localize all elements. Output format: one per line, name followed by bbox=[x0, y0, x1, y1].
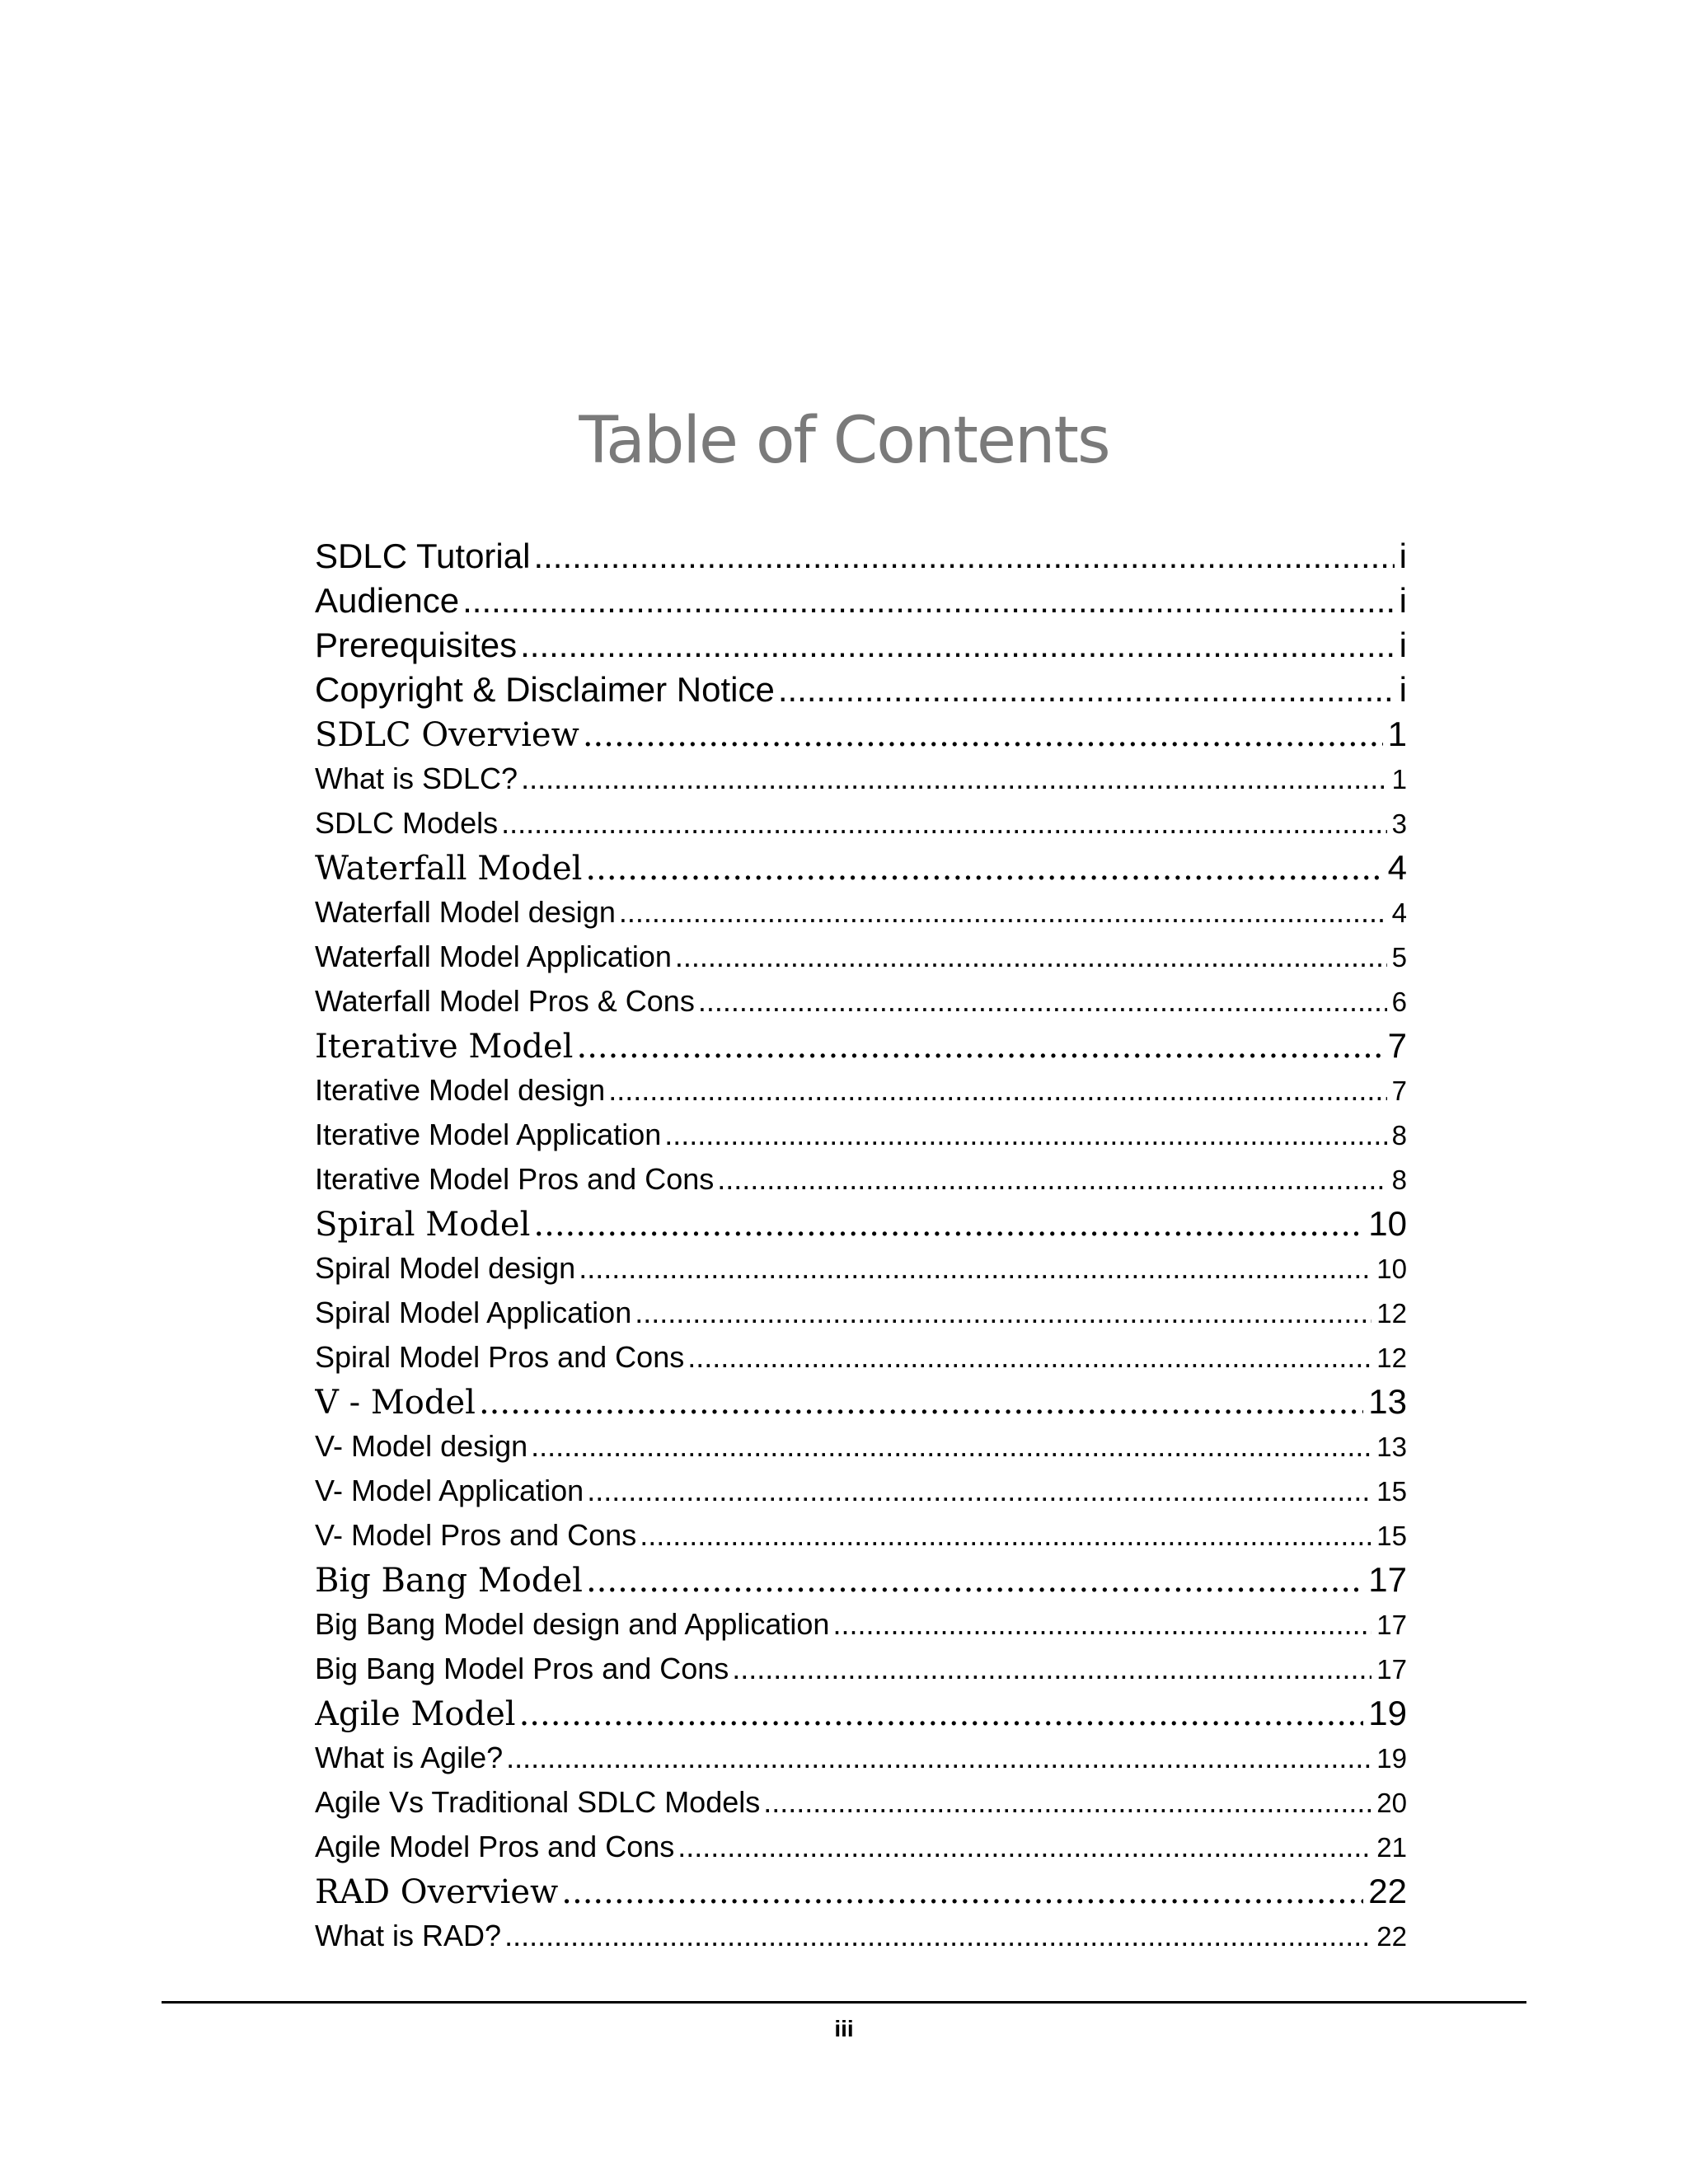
toc-entry-label: Spiral Model Pros and Cons bbox=[315, 1340, 685, 1374]
dot-leader bbox=[608, 1068, 1386, 1113]
toc-entry-section[interactable] bbox=[315, 1113, 1407, 1157]
toc-entry-section[interactable] bbox=[315, 1513, 1407, 1558]
toc-entry-label: Agile Model Pros and Cons bbox=[315, 1830, 675, 1863]
toc-entry-label: Waterfall Model Pros & Cons bbox=[315, 984, 695, 1018]
toc-entry-page-number: i bbox=[1399, 537, 1407, 575]
toc-entry-chapter[interactable] bbox=[315, 712, 1407, 757]
toc-entry-page-number: 10 bbox=[1376, 1254, 1407, 1284]
footer-divider bbox=[162, 2001, 1526, 2004]
toc-entry-label: Agile Vs Traditional SDLC Models bbox=[315, 1785, 761, 1819]
footer-page-number: iii bbox=[834, 2016, 854, 2041]
dot-leader bbox=[635, 1291, 1372, 1335]
dot-leader bbox=[585, 846, 1382, 890]
toc-entry-label: Big Bang Model bbox=[315, 1562, 583, 1600]
toc-entry-label: V - Model bbox=[315, 1384, 476, 1422]
dot-leader bbox=[732, 1647, 1372, 1691]
dot-leader bbox=[533, 534, 1394, 579]
toc-entry-chapter[interactable] bbox=[315, 1558, 1407, 1602]
toc-entry-page-number: 22 bbox=[1376, 1921, 1407, 1952]
toc-entry-label: V- Model Pros and Cons bbox=[315, 1518, 637, 1552]
dot-leader bbox=[778, 668, 1395, 712]
toc-entry-page-number: 17 bbox=[1368, 1560, 1407, 1599]
toc-entry-page-number: 8 bbox=[1391, 1120, 1407, 1151]
toc-entry-label: Agile Model bbox=[315, 1695, 516, 1733]
toc-entry-page-number: 17 bbox=[1376, 1610, 1407, 1640]
dot-leader bbox=[664, 1113, 1386, 1157]
dot-leader bbox=[586, 1558, 1363, 1602]
toc-entry-page-number: 22 bbox=[1368, 1872, 1407, 1910]
toc-entry-label: RAD Overview bbox=[315, 1873, 559, 1911]
toc-entry-page-number: 1 bbox=[1387, 715, 1407, 753]
dot-leader bbox=[561, 1870, 1363, 1914]
dot-leader bbox=[506, 1736, 1372, 1780]
toc-entry-label: Waterfall Model design bbox=[315, 895, 616, 929]
dot-leader bbox=[501, 801, 1387, 846]
toc-entry-label: Spiral Model Application bbox=[315, 1296, 632, 1329]
toc-entry-section[interactable] bbox=[315, 1246, 1407, 1291]
toc-entry-page-number: 12 bbox=[1376, 1298, 1407, 1329]
toc-entry-front[interactable] bbox=[315, 623, 1407, 668]
toc-entry-page-number: i bbox=[1399, 626, 1407, 664]
toc-entry-section[interactable] bbox=[315, 1424, 1407, 1469]
toc-entry-page-number: 10 bbox=[1368, 1204, 1407, 1243]
toc-entry-page-number: 19 bbox=[1376, 1743, 1407, 1774]
toc-entry-label: Big Bang Model Pros and Cons bbox=[315, 1652, 729, 1685]
toc-entry-section[interactable] bbox=[315, 1068, 1407, 1113]
toc-entry-page-number: i bbox=[1399, 670, 1407, 709]
dot-leader bbox=[678, 1825, 1372, 1869]
toc-entry-section[interactable] bbox=[315, 1469, 1407, 1513]
toc-entry-label: Prerequisites bbox=[315, 626, 518, 664]
toc-entry-page-number: 5 bbox=[1391, 942, 1407, 972]
toc-entry-front[interactable] bbox=[315, 534, 1407, 579]
dot-leader bbox=[675, 935, 1387, 979]
toc-entry-page-number: 12 bbox=[1376, 1343, 1407, 1373]
toc-entry-page-number: 20 bbox=[1376, 1788, 1407, 1818]
dot-leader bbox=[521, 757, 1387, 801]
page-title: Table of Contents bbox=[579, 404, 1109, 478]
toc-entry-page-number: 4 bbox=[1391, 898, 1407, 928]
dot-leader bbox=[583, 713, 1383, 757]
toc-entry-chapter[interactable] bbox=[315, 1202, 1407, 1246]
toc-entry-chapter[interactable] bbox=[315, 1691, 1407, 1736]
toc-entry-section[interactable] bbox=[315, 979, 1407, 1024]
toc-entry-page-number: 15 bbox=[1376, 1476, 1407, 1507]
toc-entry-page-number: 21 bbox=[1376, 1832, 1407, 1863]
toc-entry-label: SDLC Tutorial bbox=[315, 537, 531, 575]
dot-leader bbox=[533, 1202, 1363, 1246]
toc-entry-front[interactable] bbox=[315, 579, 1407, 623]
toc-entry-page-number: 8 bbox=[1391, 1165, 1407, 1195]
dot-leader bbox=[576, 1024, 1382, 1068]
toc-entry-section[interactable] bbox=[315, 890, 1407, 935]
dot-leader bbox=[640, 1513, 1372, 1558]
toc-entry-section[interactable] bbox=[315, 1157, 1407, 1202]
dot-leader bbox=[698, 979, 1387, 1024]
toc-entry-label: Copyright & Disclaimer Notice bbox=[315, 670, 775, 709]
dot-leader bbox=[763, 1780, 1372, 1825]
toc-entry-section[interactable] bbox=[315, 1780, 1407, 1825]
toc-entry-chapter[interactable] bbox=[315, 1869, 1407, 1914]
toc-entry-label: Spiral Model bbox=[315, 1206, 531, 1244]
toc-entry-label: SDLC Overview bbox=[315, 716, 579, 754]
toc-entry-section[interactable] bbox=[315, 801, 1407, 846]
dot-leader bbox=[462, 579, 1395, 623]
toc-entry-label: Big Bang Model design and Application bbox=[315, 1607, 830, 1641]
dot-leader bbox=[587, 1469, 1372, 1513]
dot-leader bbox=[717, 1157, 1386, 1202]
toc-entry-page-number: 7 bbox=[1387, 1026, 1407, 1065]
toc-entry-page-number: 13 bbox=[1376, 1432, 1407, 1462]
toc-entry-section[interactable] bbox=[315, 1602, 1407, 1647]
toc-entry-page-number: 7 bbox=[1391, 1076, 1407, 1106]
toc-entry-section[interactable] bbox=[315, 935, 1407, 979]
toc-entry-section[interactable] bbox=[315, 1736, 1407, 1780]
toc-entry-label: Iterative Model Application bbox=[315, 1118, 662, 1151]
dot-leader bbox=[579, 1246, 1372, 1291]
toc-entry-chapter[interactable] bbox=[315, 1024, 1407, 1068]
toc-entry-label: Audience bbox=[315, 581, 460, 620]
toc-entry-section[interactable] bbox=[315, 1825, 1407, 1869]
toc-entry-label: Spiral Model design bbox=[315, 1251, 576, 1285]
toc-entry-section[interactable] bbox=[315, 1335, 1407, 1380]
toc-entry-page-number: 19 bbox=[1368, 1694, 1407, 1732]
dot-leader bbox=[479, 1380, 1363, 1424]
toc-entry-page-number: i bbox=[1399, 581, 1407, 620]
dot-leader bbox=[687, 1335, 1372, 1380]
toc-entry-label: Waterfall Model bbox=[315, 850, 583, 888]
toc-entry-section[interactable] bbox=[315, 1914, 1407, 1958]
toc-entry-page-number: 15 bbox=[1376, 1521, 1407, 1551]
toc-entry-page-number: 17 bbox=[1376, 1654, 1407, 1685]
toc-entry-label: Iterative Model Pros and Cons bbox=[315, 1162, 715, 1196]
toc-entry-page-number: 1 bbox=[1391, 764, 1407, 794]
dot-leader bbox=[531, 1424, 1372, 1469]
toc-entry-chapter[interactable] bbox=[315, 846, 1407, 890]
dot-leader bbox=[832, 1602, 1372, 1647]
dot-leader bbox=[520, 623, 1395, 668]
toc-entry-section[interactable] bbox=[315, 1647, 1407, 1691]
toc-entry-label: Waterfall Model Application bbox=[315, 940, 672, 973]
toc-entry-page-number: 6 bbox=[1391, 987, 1407, 1017]
dot-leader bbox=[519, 1692, 1364, 1736]
toc-entry-label: What is SDLC? bbox=[315, 762, 518, 795]
toc-entry-section[interactable] bbox=[315, 1291, 1407, 1335]
toc-entry-page-number: 4 bbox=[1387, 848, 1407, 887]
toc-entry-page-number: 3 bbox=[1391, 808, 1407, 839]
toc-entry-label: What is Agile? bbox=[315, 1741, 504, 1774]
toc-entry-label: SDLC Models bbox=[315, 806, 499, 840]
toc-entry-label: What is RAD? bbox=[315, 1919, 502, 1952]
toc-entry-front[interactable] bbox=[315, 668, 1407, 712]
toc-entry-label: V- Model Application bbox=[315, 1474, 584, 1507]
toc-entry-page-number: 13 bbox=[1368, 1382, 1407, 1421]
toc-list bbox=[315, 534, 1407, 1958]
toc-entry-label: V- Model design bbox=[315, 1429, 528, 1463]
toc-entry-chapter[interactable] bbox=[315, 1380, 1407, 1424]
toc-entry-section[interactable] bbox=[315, 757, 1407, 801]
toc-entry-label: Iterative Model design bbox=[315, 1073, 606, 1107]
dot-leader bbox=[504, 1914, 1372, 1958]
dot-leader bbox=[619, 890, 1387, 935]
toc-entry-label: Iterative Model bbox=[315, 1028, 574, 1066]
